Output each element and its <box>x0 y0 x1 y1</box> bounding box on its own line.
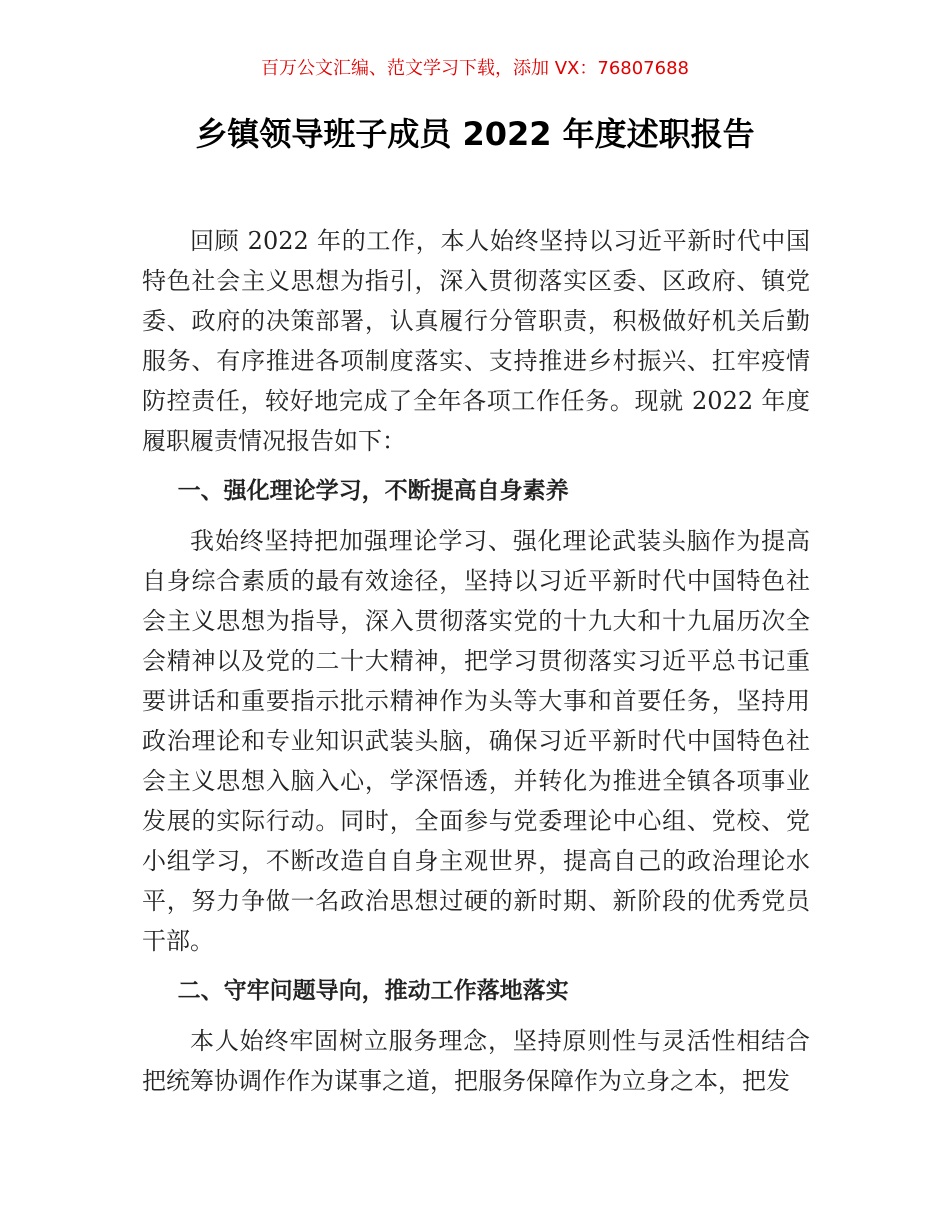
document-body <box>142 221 810 1101</box>
section-heading-2: 二、守牢问题导向，推动工作落地落实 <box>177 978 569 1004</box>
section-2-paragraph: 本人始终牢固树立服务理念，坚持原则性与灵活性相结合把统筹协调作作为谋事之道，把服务保障作为立身之本，把发 <box>142 1027 810 1095</box>
section-1-paragraph: 我始终坚持把加强理论学习、强化理论武装头脑作为提高自身综合素质的最有效途径，坚持以习近平新时代中国特色社会主义思想为指导，深入贯彻落实党的十九大和十九届历次全会精神以及党的二十大精神，把学习贯彻落实习近平总书记重要讲话和重要指示批示精神作为头等大事和首要任务，坚持用政治理论和专业知识武装头脑，确保习近平新时代中国特色社会主义思想入脑入心，学深悟透，并转化为推进全镇各项事业发展的实际行动。同时，全面参与党委理论中心组、党校、党小组学习，不断改造自自身主观世界，提高自己的政治理论水平，努力争做一名政治思想过硬的新时期、新阶段的优秀党员干部。 <box>142 527 810 955</box>
page-title: 乡镇领导班子成员 2022 年度述职报告 <box>195 115 755 153</box>
promo-banner: 百万公文汇编、范文学习下载，添加 VX：76807688 <box>261 58 689 79</box>
section-heading-1: 一、强化理论学习，不断提高自身素养 <box>177 478 569 504</box>
intro-paragraph: 回顾 2022 年的工作，本人始终坚持以习近平新时代中国特色社会主义思想为指引，深入贯彻落实区委、区政府、镇党委、政府的决策部署，认真履行分管职责，积极做好机关后勤服务、有序推进各项制度落实、支持推进乡村振兴、扛牢疫情防控责任，较好地完成了全年各项工作任务。现就 2022 年度履职履责情况报告如下： <box>142 227 810 455</box>
